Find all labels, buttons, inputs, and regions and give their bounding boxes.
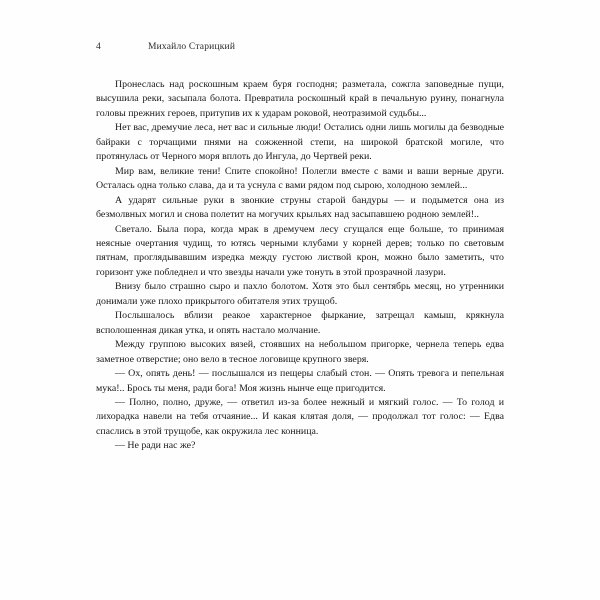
paragraph: Мир вам, великие тени! Спите спокойно! Полегли вместе с вами и ваши верные други. Осталась одна только слава, да и та уснула с вами рядом под сырою, холодною землей... — [96, 165, 504, 192]
page-content-area — [96, 42, 504, 454]
paragraph: Пронеслась над роскошным краем буря господня; разметала, сожгла заповедные пущи, высушила реки, засыпала болота. Превратила роскошный край в печальную руину, понагнула головы прежних героев, притупив их к ударам роковой, неотразимой судьбы... — [96, 79, 504, 119]
running-head — [96, 42, 504, 52]
paragraph: Светало. Была пора, когда мрак в дремучем лесу сгущался еще больше, то принимая неясные очертания чудищ, то ютясь черными клубами у корней дерев; только по световым пятнам, проглядывавшим изредка между густою листвой крон, можно было заметить, что горизонт уже побледнел и что звезды начали уже тонуть в этой прозрачной лазури. — [96, 223, 504, 278]
paragraph: Послышалось вблизи реакое характерное фыркание, затрещал камыш, крякнула всполошенная дикая утка, и опять настало молчание. — [96, 310, 504, 336]
paragraph: — Полно, полно, друже, — ответил из-за более нежный и мягкий голос. — То голод и лихорадка навели на тебя отчаяние... И какая клятая доля, — продолжал тот голос: — Едва спаслись в этой трущобе, как окружила лес конница. — [96, 396, 504, 437]
paragraph: Нет вас, дремучие леса, нет вас и сильные люди! Остались одни лишь могилы да безводные байраки с торчащими пнями на сожженной степи, на широкой братской могиле, что протянулась от Черного моря вплоть до Ингула, до Чертвей реки. — [96, 122, 504, 163]
paragraph: — Ох, опять день! — послышался из пещеры слабый стон. — Опять тревога и пепельная мука!.. Брось ты меня, ради бога! Моя жизнь нынче еще пригодится. — [96, 368, 504, 394]
page-number: 4 — [96, 42, 101, 52]
body-text — [96, 78, 504, 454]
paragraph: Между группою высоких вязей, стоявших на небольшом пригорке, чернела теперь едва заметное отверстие; оно вело в тесное логовище крупного зверя. — [96, 339, 504, 365]
paragraph: — Не ради нас же? — [115, 440, 196, 452]
paragraph: А ударят сильные руки в звонкие струны старой бандуры — и подымется она из безмолвных могил и снова полетит на могучих крыльях над засыпавшею родною землей!.. — [96, 194, 504, 221]
paragraph: Внизу было страшно сыро и пахло болотом. Хотя это был сентябрь месяц, но утренники донимали уже плохо прикрытого обитателя этих трущоб. — [96, 281, 504, 307]
running-title: Михайло Старицкий — [148, 42, 236, 52]
